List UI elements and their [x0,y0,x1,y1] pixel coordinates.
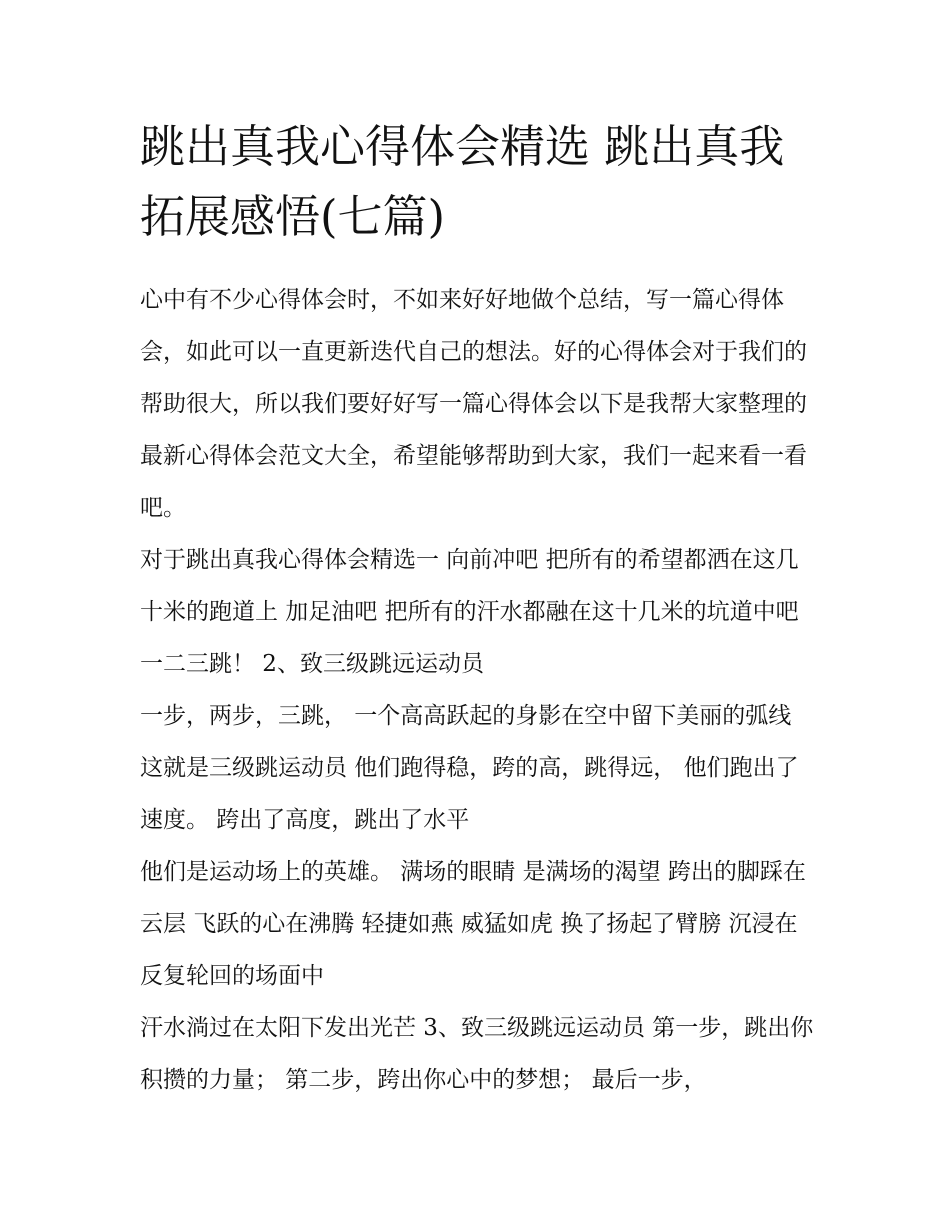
paragraph-intro: 心中有不少心得体会时，不如来好好地做个总结，写一篇心得体会，如此可以一直更新迭代自己的想法。好的心得体会对于我们的帮助很大，所以我们要好好写一篇心得体会以下是我帮大家整理的最新心得体会范文大全，希望能够帮助到大家，我们一起来看一看吧。 [140,287,807,521]
paragraph-4: 汗水淌过在太阳下发出光芒 3、致三级跳远运动员 第一步，跳出你积攒的力量； 第二步，跨出你心中的梦想； 最后一步， [140,1015,814,1093]
paragraph-1: 对于跳出真我心得体会精选一 向前冲吧 把所有的希望都洒在这几十米的跑道上 加足油吧 把所有的汗水都融在这十几米的坑道中吧 一二三跳！ 2、致三级跳远运动员 [140,547,799,677]
document-page [140,112,816,1106]
document-title: 跳出真我心得体会精选 跳出真我拓展感悟(七篇) [140,120,785,243]
paragraph-2: 一步，两步，三跳， 一个高高跃起的身影在空中留下美丽的弧线 这就是三级跳运动员 他们跑得稳，跨的高，跳得远， 他们跑出了速度。 跨出了高度，跳出了水平 [140,703,799,833]
paragraph-3: 他们是运动场上的英雄。 满场的眼睛 是满场的渴望 跨出的脚踩在云层 飞跃的心在沸腾 轻捷如燕 威猛如虎 换了扬起了臂膀 沉浸在反复轮回的场面中 [140,859,806,989]
